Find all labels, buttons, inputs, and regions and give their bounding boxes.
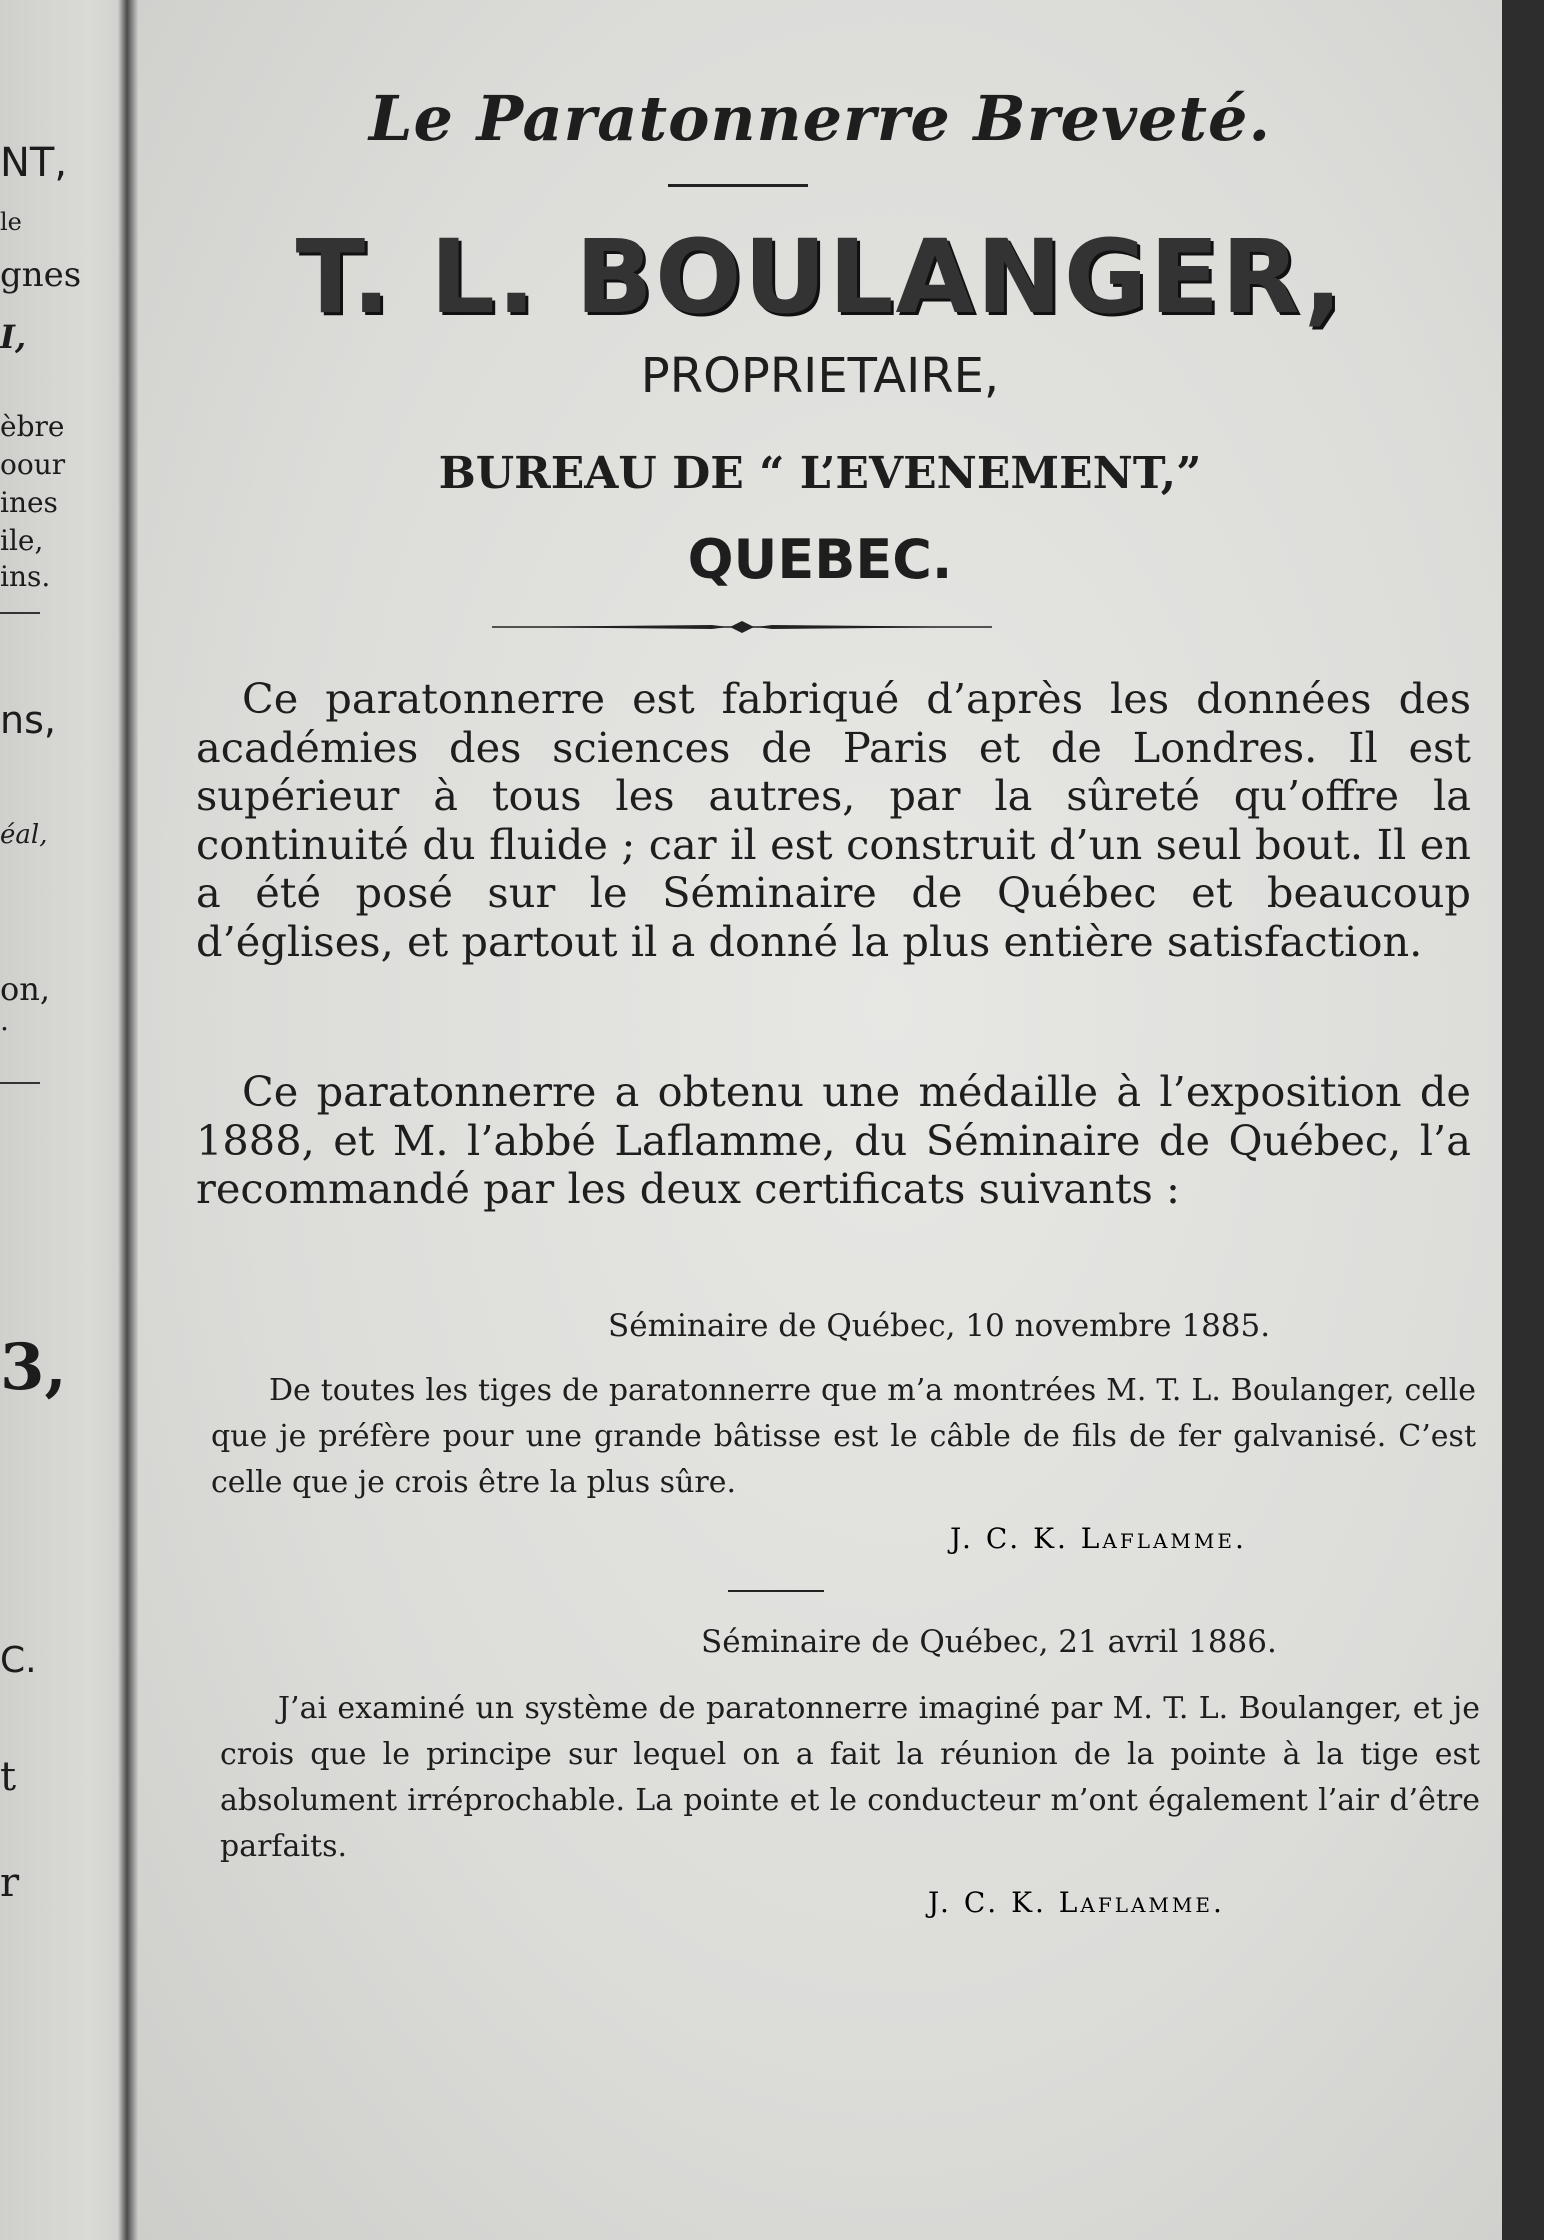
left-fragment: r <box>0 1860 20 1906</box>
right-binding-edge <box>1502 0 1544 2240</box>
certificate-1-signature: J. C. K. Laflamme. <box>950 1522 1247 1555</box>
left-fragment: gnes <box>0 255 82 295</box>
left-fragment: I, <box>0 318 27 356</box>
left-fragment: ile, <box>0 524 44 557</box>
certificate-1-dateline: Séminaire de Québec, 10 novembre 1885. <box>608 1308 1271 1344</box>
left-rule <box>0 1082 40 1084</box>
left-fragment: 3, <box>0 1330 67 1405</box>
left-fragment: ns, <box>0 698 56 742</box>
left-fragment: le <box>0 208 22 236</box>
certificate-rule <box>728 1590 824 1592</box>
ad-title: Le Paratonnerre Breveté. <box>368 82 1272 155</box>
left-fragment: t <box>0 1754 17 1800</box>
left-fragment: éal, <box>0 820 48 850</box>
city-line: QUEBEC. <box>687 528 953 591</box>
page-fold-shadow <box>118 0 138 2240</box>
office-line: BUREAU DE “ L’EVENEMENT,” <box>438 448 1202 499</box>
left-fragment: NT, <box>0 140 68 186</box>
left-fragment: oour <box>0 448 66 481</box>
left-fragment: C. <box>0 1640 37 1681</box>
description-paragraph: Ce paratonnerre est fabriqué d’après les données des académies des sciences de Paris et de Londres. Il est supérieur à tous les autres, par la sûreté qu’offre la continuité du fluide ; car il est construit d’un seul bout. Il en a été posé sur le Séminaire de Québec et beaucoup d’églises, et partout il a donné la plus entière satisfaction. <box>196 674 1471 966</box>
left-fragment: ines <box>0 486 58 519</box>
proprietor-name: T. L. BOULANGER, <box>295 218 1345 337</box>
left-fragment: èbre <box>0 410 65 443</box>
certificate-2-text: J’ai examiné un système de paratonnerre imaginé par M. T. L. Boulanger, et je crois que le principe sur lequel on a fait la réunion de la pointe à la tige est absolument irréprochable. La pointe et le conducteur m’ont également l’air d’être parfaits. <box>220 1691 1480 1864</box>
left-fragment: . <box>0 1004 9 1037</box>
left-fragment: on, <box>0 970 51 1008</box>
certificate-1-text: De toutes les tiges de paratonnerre que m’a montrées M. T. L. Boulanger, celle que je préfère pour une grande bâtisse est le câble de fils de fer galvanisé. C’est celle que je crois être la plus sûre. <box>211 1373 1476 1500</box>
ornamental-rule <box>492 620 992 634</box>
award-paragraph: Ce paratonnerre a obtenu une médaille à l’exposition de 1888, et M. l’abbé Laflamme, du Séminaire de Québec, l’a recommandé par les deux certificats suivants : <box>196 1067 1471 1213</box>
advertisement-page <box>138 0 1502 2240</box>
left-fragment: ins. <box>0 560 51 593</box>
certificate-2-dateline: Séminaire de Québec, 21 avril 1886. <box>701 1624 1277 1660</box>
title-rule <box>668 184 808 187</box>
certificate-2-signature: J. C. K. Laflamme. <box>928 1886 1225 1919</box>
proprietor-role: PROPRIETAIRE, <box>640 348 1000 404</box>
left-rule <box>0 612 40 614</box>
